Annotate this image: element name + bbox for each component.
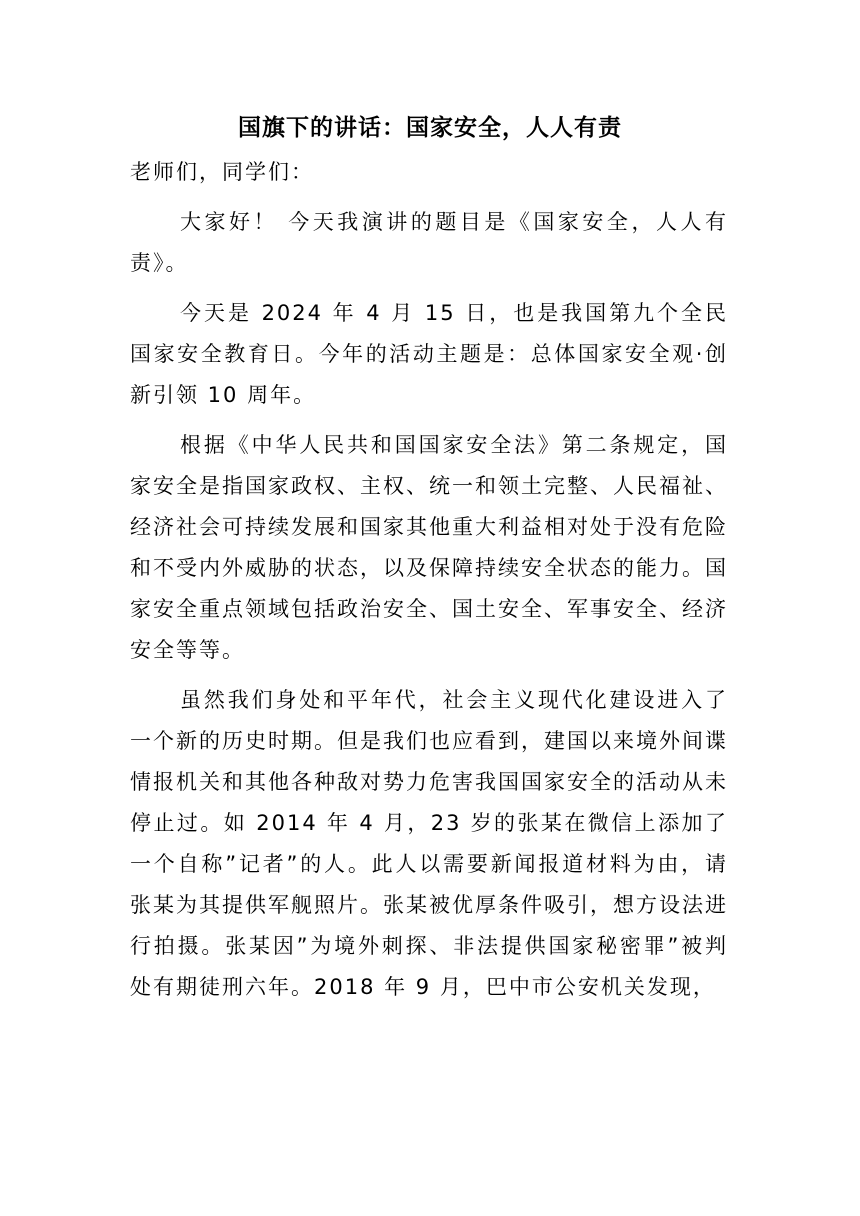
document-title: 国旗下的讲话：国家安全，人人有责 — [238, 115, 622, 141]
paragraph-security-law: 根据《中华人民共和国国家安全法》第二条规定，国家安全是指国家政权、主权、统一和领土完整、人民福祉、经济社会可持续发展和国家其他重大利益相对处于没有危险和不受内外威胁的状态，以及保障持续安全状态的能力。国家安全重点领域包括政治安全、国土安全、军事安全、经济安全等等。 — [130, 433, 728, 662]
paragraph-greeting: 大家好！ 今天我演讲的题目是《国家安全，人人有责》。 — [130, 210, 728, 275]
document-body — [130, 152, 728, 1017]
paragraph-date-theme: 今天是 2024 年 4 月 15 日，也是我国第九个全民国家安全教育日。今年的活动主题是：总体国家安全观·创新引领 10 周年。 — [130, 301, 728, 407]
paragraph-espionage-cases: 虽然我们身处和平年代，社会主义现代化建设进入了一个新的历史时期。但是我们也应看到，建国以来境外间谍情报机关和其他各种敌对势力危害我国国家安全的活动从未停止过。如 2014 年 4 月，23 岁的张某在微信上添加了一个自称”记者”的人。此人以需要新闻报道材料为由，请张某为其提供军舰照片。张某被优厚条件吸引，想方设法进行拍摄。张某因”为境外刺探、非法提供国家秘密罪”被判处有期徒刑六年。2018 年 9 月，巴中市公安机关发现， — [130, 688, 728, 999]
salutation: 老师们，同学们： — [130, 160, 314, 184]
